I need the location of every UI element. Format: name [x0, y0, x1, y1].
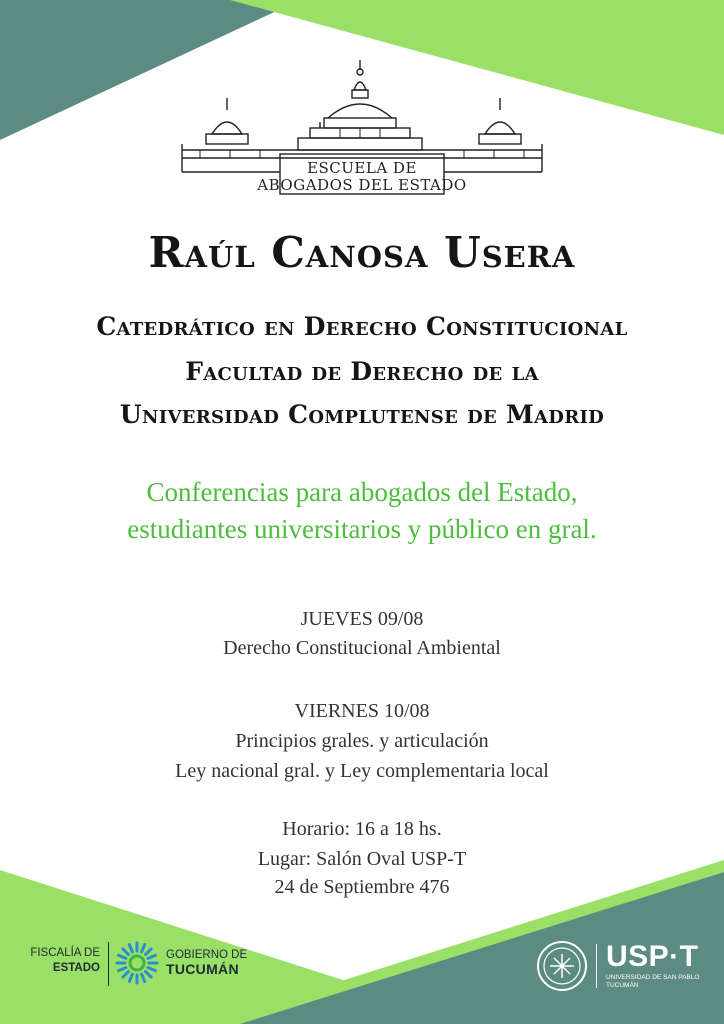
gobierno-logo — [166, 948, 247, 978]
school-name-line1: ESCUELA DE — [307, 159, 417, 177]
fiscalia-logo — [20, 946, 100, 976]
session-2-topic-1: Principios grales. y articulación — [235, 730, 489, 752]
sun-rays-icon — [114, 940, 160, 986]
schedule-text: Horario: 16 a 18 hs. — [282, 818, 442, 840]
speaker-name: Raúl Canosa Usera — [148, 228, 576, 277]
fiscalia-line2: ESTADO — [52, 962, 100, 974]
session-2-topic-2: Ley nacional gral. y Ley complementaria local — [175, 760, 549, 782]
usp-subtitle — [606, 974, 699, 990]
usp-divider — [596, 944, 597, 988]
session-1-topic: Derecho Constitucional Ambiental — [223, 637, 501, 659]
audience-line1: Conferencias para abogados del Estado, — [146, 477, 578, 507]
footer-sponsor-logos — [20, 938, 260, 998]
address-text: 24 de Septiembre 476 — [274, 876, 450, 898]
fiscalia-line1: FISCALÍA DE — [30, 947, 100, 959]
usp-logo — [532, 938, 712, 998]
session-1-day: JUEVES 09/08 — [300, 608, 424, 630]
school-name-line2: ABOGADOS DEL ESTADO — [257, 176, 467, 194]
footer-divider — [108, 942, 109, 986]
speaker-role-line2: Facultad de Derecho de la — [185, 357, 539, 386]
usp-sub-line2: TUCUMÁN — [606, 982, 639, 989]
audience-line2: estudiantes universitarios y público en gral. — [127, 514, 597, 544]
university-seal-icon — [536, 940, 588, 992]
session-2-day: VIERNES 10/08 — [294, 700, 430, 722]
gobierno-line1: GOBIERNO DE — [166, 949, 248, 961]
place-text: Lugar: Salón Oval USP-T — [257, 848, 467, 870]
gobierno-line2: TUCUMÁN — [166, 961, 239, 977]
speaker-role-line1: Catedrático en Derecho Constitucional — [96, 312, 628, 341]
usp-sub-line1: UNIVERSIDAD DE SAN PABLO — [606, 974, 700, 981]
speaker-role-line3: Universidad Complutense de Madrid — [119, 400, 605, 429]
usp-name: USP·T — [606, 940, 699, 973]
